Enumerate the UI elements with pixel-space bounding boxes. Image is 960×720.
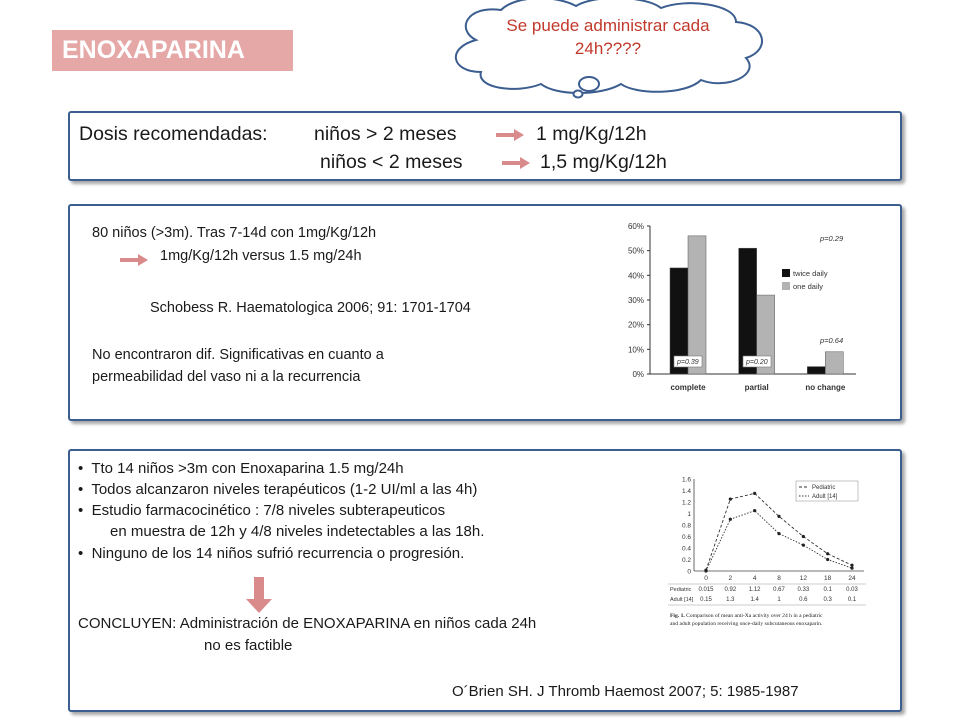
study1-line2: 1mg/Kg/12h versus 1.5 mg/24h [160, 248, 362, 264]
table-cell: 1 [777, 597, 781, 603]
y-tick-label: 0.6 [681, 534, 691, 541]
y-tick-label: 20% [627, 320, 644, 330]
data-point [729, 518, 732, 521]
slide-title: ENOXAPARINA [52, 30, 293, 71]
x-tick-label: complete [670, 383, 706, 392]
data-point [850, 567, 853, 570]
table-cell: 0.6 [799, 597, 808, 603]
bar [739, 248, 757, 374]
annotation: p=0.39 [677, 359, 699, 366]
study2-reference: O´Brien SH. J Thromb Haemost 2007; 5: 1985-1987 [452, 683, 799, 700]
study1-finding-line1: No encontraron dif. Significativas en cuanto a [92, 347, 384, 363]
y-tick-label: 0.4 [681, 545, 691, 553]
x-tick-label: 12 [799, 575, 807, 582]
data-point [802, 535, 805, 538]
dose-value-over-2m: 1 mg/Kg/12h [536, 123, 647, 145]
dose-label: Dosis recomendadas: [79, 123, 268, 145]
bullet-text: Estudio farmacocinético : 7/8 niveles subterapeuticos [91, 502, 446, 519]
arrow-down-icon [246, 577, 272, 613]
dose-group-over-2m: niños > 2 meses [314, 123, 457, 145]
thought-bubble-text: Se puede administrar cada 24h???? [506, 16, 710, 58]
bullet-item: • Tto 14 niños >3m con Enoxaparina 1.5 mg/24h [78, 460, 404, 477]
x-tick-label: 8 [777, 575, 781, 582]
data-point [729, 498, 732, 501]
annotation: p=0.20 [746, 359, 768, 366]
table-cell: 1.12 [748, 587, 761, 593]
table-cell: 0.03 [846, 587, 858, 593]
dose-value-under-2m: 1,5 mg/Kg/12h [540, 151, 667, 173]
table-cell: 0.3 [823, 597, 832, 603]
y-tick-label: 0.8 [681, 522, 691, 530]
data-point [753, 492, 756, 495]
y-tick-label: 1.4 [681, 488, 691, 495]
legend-label: one daily [793, 282, 824, 291]
series-line [706, 511, 852, 571]
legend-swatch [782, 282, 790, 290]
arrow-right-icon [120, 254, 148, 266]
legend-label: twice daily [793, 269, 828, 278]
legend-label: Pediatric [812, 485, 836, 491]
figure-caption: Fig. 1. Comparison of mean anti-Xa activity over 24 h in a pediatric and adult population receiving once-daily subcutaneous enoxaparin. [670, 613, 823, 627]
table-cell: 1.3 [726, 597, 735, 603]
y-tick-label: 1.6 [681, 476, 691, 484]
annotation: p=0.29 [820, 234, 844, 243]
table-cell: 0.15 [700, 597, 712, 603]
table-cell: 0.015 [698, 587, 714, 593]
legend-swatch [782, 269, 790, 277]
conclusion-line1: CONCLUYEN: Administración de ENOXAPARINA en niños cada 24h [78, 615, 537, 632]
x-tick-label: no change [805, 383, 846, 392]
study1-panel [68, 204, 902, 421]
y-tick-label: 0 [687, 568, 691, 576]
table-cell: 0.67 [773, 587, 785, 593]
y-tick-label: 60% [627, 222, 644, 231]
table-cell: 0.1 [823, 587, 832, 593]
bullet-text: Tto 14 niños >3m con Enoxaparina 1.5 mg/24h [91, 460, 404, 477]
legend-label: Adult [14] [812, 494, 838, 500]
data-point [777, 515, 780, 518]
series-line [706, 493, 852, 570]
data-point [753, 509, 756, 512]
bullet-item: • Ninguno de los 14 niños sufrió recurrencia o progresión. [78, 545, 465, 562]
y-tick-label: 1.2 [681, 499, 691, 507]
arrow-right-icon [502, 157, 530, 169]
data-point [826, 558, 829, 561]
table-cell: 0.1 [847, 597, 857, 603]
bullet-text: Todos alcanzaron niveles terapéuticos (1-2 UI/ml a las 4h) [91, 481, 478, 498]
bullet-continuation: en muestra de 12h y 4/8 niveles indetectables a las 18h. [110, 523, 485, 540]
y-tick-label: 0% [632, 370, 644, 379]
bullet-item: • Todos alcanzaron niveles terapéuticos (1-2 UI/ml a las 4h) [78, 481, 478, 498]
arrow-right-icon [496, 129, 524, 141]
data-point [777, 532, 780, 535]
conclusion-line2: no es factible [204, 637, 293, 654]
annotation: p=0.64 [820, 336, 844, 345]
y-tick-label: 10% [627, 345, 644, 355]
data-point [704, 569, 707, 572]
line-chart [668, 471, 868, 647]
bar [807, 367, 825, 374]
x-tick-label: 4 [752, 575, 757, 582]
table-cell: 1.4 [750, 597, 759, 603]
dose-panel [68, 111, 902, 181]
y-tick-label: 1 [687, 511, 691, 518]
y-tick-label: 30% [627, 296, 644, 305]
x-tick-label: partial [744, 383, 769, 392]
study1-finding-line2: permeabilidad del vaso ni a la recurrencia [92, 369, 361, 385]
table-cell: 0.33 [797, 587, 810, 593]
x-tick-label: 24 [848, 575, 856, 582]
study1-reference: Schobess R. Haematologica 2006; 91: 1701-1704 [150, 300, 471, 316]
y-tick-label: 50% [627, 246, 644, 256]
data-point [826, 552, 829, 555]
table-cell: 0.92 [724, 587, 737, 593]
dose-group-under-2m: niños < 2 meses [320, 151, 463, 173]
table-row-label: Pediatric [670, 587, 692, 593]
x-tick-label: 2 [728, 575, 733, 582]
y-tick-label: 0.2 [681, 557, 691, 564]
study2-panel [68, 449, 902, 712]
data-point [802, 544, 805, 547]
bullet-item: • Estudio farmacocinético : 7/8 niveles subterapeuticos [78, 502, 446, 519]
x-tick-label: 18 [824, 575, 832, 582]
bar [688, 236, 706, 374]
study1-line1: 80 niños (>3m). Tras 7-14d con 1mg/Kg/12h [92, 225, 377, 241]
y-tick-label: 40% [627, 271, 644, 281]
data-point [850, 564, 853, 567]
bar [825, 352, 843, 374]
x-tick-label: 0 [704, 575, 708, 582]
bar-chart [610, 214, 880, 414]
bullet-text: Ninguno de los 14 niños sufrió recurrencia o progresión. [91, 545, 465, 562]
table-row-label: Adult [14] [670, 597, 694, 603]
